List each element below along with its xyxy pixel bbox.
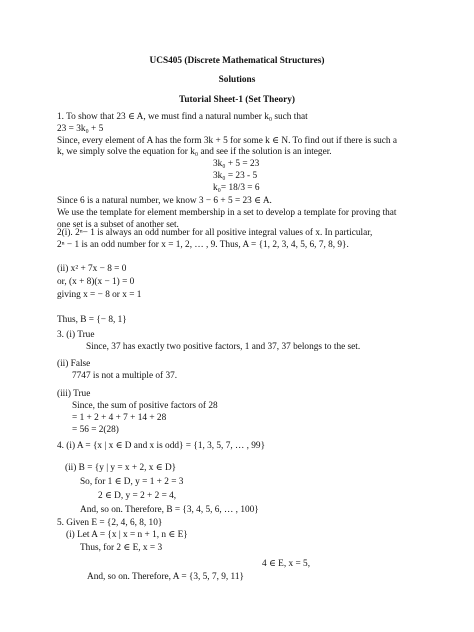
q5-line-3: Thus, for 2 ∈ E, x = 3: [80, 543, 163, 553]
q4-i: 4. (i) A = {x | x ∈ D and x is odd} = {1, 3, 5, 7, … , 99}: [57, 441, 266, 451]
q3-i-head: 3. (i) True: [57, 330, 95, 340]
q1-line-7: one set is a subset of another set.: [57, 220, 179, 230]
q1-line-4: k, we simply solve the equation for k₀ and see if the solution is an integer.: [57, 147, 332, 157]
q4-ii-line-1: (ii) B = {y | y = x + 2, x ∈ D}: [65, 463, 177, 473]
q1-line-6: We use the template for element membership in a set to develop a template for proving that: [57, 208, 397, 218]
q3-iii-line-1: Since, the sum of positive factors of 28: [72, 401, 218, 411]
q3-iii-head: (iii) True: [57, 389, 91, 399]
q1-line-2: 23 = 3k₀ + 5: [57, 124, 104, 134]
q3-iii-line-2: = 1 + 2 + 4 + 7 + 14 + 28: [72, 413, 167, 423]
q2-ii-line-3: giving x = − 8 or x = 1: [57, 290, 142, 300]
q2-ii-line-1: (ii) x² + 7x − 8 = 0: [57, 264, 127, 274]
q1-line-1: 1. To show that 23 ∈ A, we must find a natural number k₀ such that: [57, 112, 308, 122]
q5-line-1: 5. Given E = {2, 4, 6, 8, 10}: [57, 518, 163, 528]
q1-equation-1: 3k₀ + 5 = 23: [213, 159, 260, 169]
q3-ii-text: 7747 is not a multiple of 37.: [72, 371, 178, 381]
q2-ii-line-4: Thus, B = {− 8, 1}: [57, 315, 127, 325]
q4-ii-line-2: So, for 1 ∈ D, y = 1 + 2 = 3: [80, 477, 184, 487]
q3-i-text: Since, 37 has exactly two positive factors, 1 and 37, 37 belongs to the set.: [86, 342, 361, 352]
q2-line-2: 2ⁿ − 1 is an odd number for x = 1, 2, … , 9. Thus, A = {1, 2, 3, 4, 5, 6, 7, 8, 9}.: [57, 240, 349, 250]
q3-iii-line-3: = 56 = 2(28): [72, 425, 119, 435]
q1-line-3: Since, every element of A has the form 3k + 5 for some k ∈ N. To find out if there is such a: [57, 136, 397, 146]
q1-equation-2: 3k₀ = 23 - 5: [213, 171, 258, 181]
q4-ii-line-4: And, so on. Therefore, B = {3, 4, 5, 6, … , 100}: [80, 505, 259, 515]
q1-line-5: Since 6 is a natural number, we know 3 − 6 + 5 = 23 ∈ A.: [57, 196, 272, 206]
doc-type: Solutions: [218, 75, 256, 85]
q1-equation-3: k₀= 18/3 = 6: [213, 183, 260, 193]
sheet-title: Tutorial Sheet-1 (Set Theory): [179, 95, 295, 105]
q2-line-1: 2(i). 2ⁿ− 1 is always an odd number for all positive integral values of x. In particular,: [57, 228, 373, 238]
q3-ii-head: (ii) False: [57, 359, 91, 369]
course-title: UCS405 (Discrete Mathematical Structures): [149, 56, 325, 66]
q5-line-5: And, so on. Therefore, A = {3, 5, 7, 9, 11}: [87, 572, 244, 582]
q5-line-4: 4 ∈ E, x = 5,: [262, 559, 311, 569]
q5-line-2: (i) Let A = {x | x = n + 1, n ∈ E}: [66, 530, 188, 540]
q4-ii-line-3: 2 ∈ D, y = 2 + 2 = 4,: [98, 491, 177, 501]
q2-ii-line-2: or, (x + 8)(x − 1) = 0: [57, 277, 135, 287]
